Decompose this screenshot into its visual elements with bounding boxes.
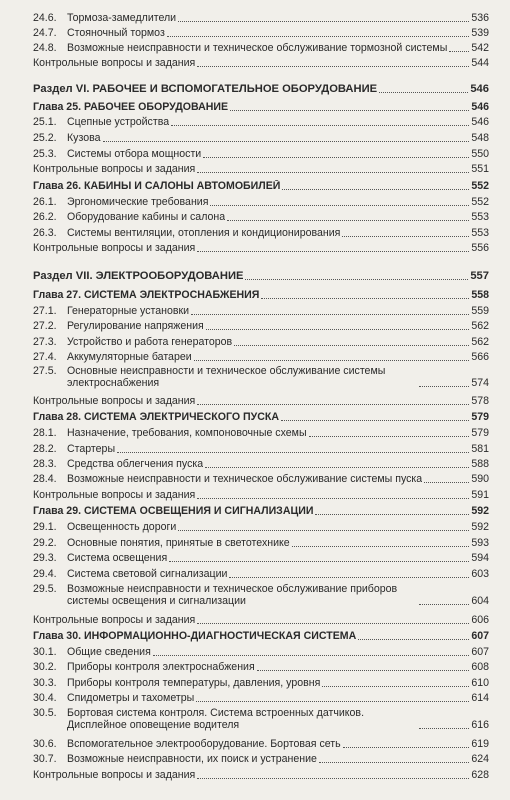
toc-entry-number: 30.4. <box>33 692 57 704</box>
dot-leader <box>191 313 469 315</box>
page-number: 551 <box>471 163 489 175</box>
toc-entry <box>33 443 489 455</box>
toc-entry <box>33 351 489 363</box>
page-number: 562 <box>471 336 489 348</box>
page-number: 566 <box>471 351 489 363</box>
page-number: 624 <box>471 753 489 765</box>
toc-entry-number: 24.8. <box>33 42 57 54</box>
dot-leader <box>206 328 470 330</box>
toc-entry <box>33 211 489 223</box>
dot-leader <box>103 140 470 142</box>
toc-entry-title: Устройство и работа генераторов <box>67 336 233 348</box>
dot-leader <box>309 435 470 437</box>
toc-entry-title: Средства облегчения пуска <box>67 458 204 470</box>
dot-leader <box>292 545 470 547</box>
toc-entry <box>33 12 489 24</box>
page-number: 592 <box>471 505 489 517</box>
dot-leader <box>229 576 469 578</box>
dot-leader <box>257 669 470 671</box>
toc-entry-number: 26.2. <box>33 211 57 223</box>
page-number: 542 <box>471 42 489 54</box>
toc-chapter <box>33 411 489 423</box>
dot-leader <box>197 65 469 67</box>
toc-chapter <box>33 101 489 113</box>
toc-entry-title: Глава 25. РАБОЧЕЕ ОБОРУДОВАНИЕ <box>33 101 229 113</box>
page-number: 559 <box>471 305 489 317</box>
toc-entry-number: 24.7. <box>33 27 57 39</box>
toc-entry <box>33 583 489 607</box>
toc-entry-title: Раздел VI. РАБОЧЕЕ И ВСПОМОГАТЕЛЬНОЕ ОБОРУДОВАНИЕ <box>33 83 378 95</box>
toc-entry-title: Основные понятия, принятые в светотехнике <box>67 537 290 549</box>
page-number: 553 <box>471 227 489 239</box>
dot-leader <box>315 513 469 515</box>
toc-entry <box>33 148 489 160</box>
toc-entry-number: 27.1. <box>33 305 57 317</box>
toc-entry-number: 25.3. <box>33 148 57 160</box>
toc-chapter <box>33 630 489 642</box>
toc-entry-number: 29.4. <box>33 568 57 580</box>
page-number: 546 <box>471 116 489 128</box>
dot-leader <box>178 529 469 531</box>
page-number: 579 <box>471 411 489 423</box>
page-number: 552 <box>471 180 489 192</box>
toc-entry-number: 28.4. <box>33 473 57 485</box>
toc-chapter <box>33 180 489 192</box>
page-number: 550 <box>471 148 489 160</box>
toc-entry-number: 30.5. <box>33 707 57 719</box>
dot-leader <box>178 20 469 22</box>
toc-entry-title: Возможные неисправности и техническое обслуживание тормозной системы <box>67 42 448 54</box>
toc-entry-title: Вспомогательное электрооборудование. Бортовая сеть <box>67 738 341 750</box>
dot-leader <box>342 235 469 237</box>
toc-chapter <box>33 505 489 517</box>
toc-entry-number: 29.5. <box>33 583 57 595</box>
dot-leader <box>230 109 469 111</box>
toc-entry <box>33 521 489 533</box>
toc-entry-number: 26.3. <box>33 227 57 239</box>
page-number: 628 <box>471 769 489 781</box>
toc-entry-number: 29.1. <box>33 521 57 533</box>
toc-entry <box>33 196 489 208</box>
page-number: 536 <box>471 12 489 24</box>
toc-entry-number: 30.1. <box>33 646 57 658</box>
toc-entry-title: Кузова <box>67 132 101 144</box>
page-number: 579 <box>471 427 489 439</box>
toc-entry <box>33 537 489 549</box>
dot-leader <box>281 419 469 421</box>
toc-entry <box>33 132 489 144</box>
toc-entry <box>33 27 489 39</box>
page-number: 606 <box>471 614 489 626</box>
page-number: 591 <box>471 489 489 501</box>
toc-entry-title: Сцепные устройства <box>67 116 170 128</box>
toc-entry-title: Основные неисправности и техническое обслуживание системы электроснабжения <box>67 365 386 389</box>
page-number: 604 <box>471 595 489 607</box>
page-number: 548 <box>471 132 489 144</box>
dot-leader <box>117 451 469 453</box>
page-number: 607 <box>471 646 489 658</box>
toc-entry-title: Глава 30. ИНФОРМАЦИОННО-ДИАГНОСТИЧЕСКАЯ СИСТЕМА <box>33 630 357 642</box>
page-number: 619 <box>471 738 489 750</box>
toc-entry-title: Глава 28. СИСТЕМА ЭЛЕКТРИЧЕСКОГО ПУСКА <box>33 411 279 423</box>
toc-entry <box>33 458 489 470</box>
page-number: 593 <box>471 537 489 549</box>
page-number: 544 <box>471 57 489 69</box>
dot-leader <box>449 50 469 52</box>
dot-leader <box>167 35 470 37</box>
dot-leader <box>245 278 468 280</box>
toc-section <box>33 270 489 282</box>
toc-entry-title: Возможные неисправности и техническое обслуживание приборов системы освещения и сигнализации <box>67 583 398 607</box>
toc-entry-title: Контрольные вопросы и задания <box>33 769 196 781</box>
toc-entry-number: 30.3. <box>33 677 57 689</box>
toc-entry-title: Оборудование кабины и салона <box>67 211 226 223</box>
toc-entry-number: 29.2. <box>33 537 57 549</box>
toc-entry <box>33 753 489 765</box>
dot-leader <box>171 124 469 126</box>
dot-leader <box>424 481 469 483</box>
toc-entry-number: 26.1. <box>33 196 57 208</box>
page-number: 610 <box>471 677 489 689</box>
dot-leader <box>343 746 470 748</box>
dot-leader <box>358 638 469 640</box>
toc-entry <box>33 661 489 673</box>
toc-entry-title: Генераторные установки <box>67 305 190 317</box>
toc-entry-number: 24.6. <box>33 12 57 24</box>
toc-entry-title: Бортовая система контроля. Система встроенных датчиков. Дисплейное оповещение водителя <box>67 707 365 731</box>
dot-leader <box>197 171 469 173</box>
dot-leader <box>282 188 469 190</box>
toc-entry-title: Возможные неисправности и техническое обслуживание системы пуска <box>67 473 423 485</box>
toc-entry-title: Стояночный тормоз <box>67 27 165 39</box>
toc-entry-title: Контрольные вопросы и задания <box>33 489 196 501</box>
toc-entry-number: 28.1. <box>33 427 57 439</box>
toc-entry-number: 28.3. <box>33 458 57 470</box>
page-number: 594 <box>471 552 489 564</box>
page-number: 546 <box>470 83 489 95</box>
toc-entry <box>33 677 489 689</box>
toc-entry-number: 29.3. <box>33 552 57 564</box>
dot-leader <box>205 466 469 468</box>
dot-leader <box>197 250 469 252</box>
toc-entry-title: Аккумуляторные батареи <box>67 351 192 363</box>
page-number: 553 <box>471 211 489 223</box>
dot-leader <box>379 91 468 93</box>
toc-entry-title: Приборы контроля электроснабжения <box>67 661 255 673</box>
page-number: 614 <box>471 692 489 704</box>
toc-entry-title: Возможные неисправности, их поиск и устранение <box>67 753 317 765</box>
toc-entry-number: 30.7. <box>33 753 57 765</box>
dot-leader <box>322 685 469 687</box>
toc-entry <box>33 365 489 389</box>
toc-section <box>33 83 489 95</box>
toc-entry <box>33 769 489 781</box>
dot-leader <box>419 727 469 729</box>
page-number: 607 <box>471 630 489 642</box>
page-number: 562 <box>471 320 489 332</box>
dot-leader <box>234 344 469 346</box>
toc-entry-title: Система световой сигнализации <box>67 568 228 580</box>
dot-leader <box>419 385 469 387</box>
dot-leader <box>197 497 469 499</box>
toc-entry-title: Системы отбора мощности <box>67 148 202 160</box>
toc-entry-title: Глава 29. СИСТЕМА ОСВЕЩЕНИЯ И СИГНАЛИЗАЦИИ <box>33 505 314 517</box>
toc-entry-title: Система освещения <box>67 552 168 564</box>
page-number: 603 <box>471 568 489 580</box>
toc-entry <box>33 489 489 501</box>
toc-entry-number: 30.6. <box>33 738 57 750</box>
toc-entry <box>33 395 489 407</box>
toc-entry-number: 27.5. <box>33 365 57 377</box>
dot-leader <box>197 622 469 624</box>
dot-leader <box>203 156 469 158</box>
toc-entry-title: Общие сведения <box>67 646 151 658</box>
toc-entry-number: 27.2. <box>33 320 57 332</box>
toc-entry-number: 28.2. <box>33 443 57 455</box>
toc-entry-title: Назначение, требования, компоновочные схемы <box>67 427 307 439</box>
dot-leader <box>319 761 469 763</box>
toc-entry-title: Контрольные вопросы и задания <box>33 614 196 626</box>
toc-entry <box>33 57 489 69</box>
dot-leader <box>197 403 469 405</box>
page-number: 581 <box>471 443 489 455</box>
page-number: 608 <box>471 661 489 673</box>
page-number: 578 <box>471 395 489 407</box>
toc-entry-number: 30.2. <box>33 661 57 673</box>
toc-entry <box>33 227 489 239</box>
toc-entry-title: Раздел VII. ЭЛЕКТРООБОРУДОВАНИЕ <box>33 270 244 282</box>
toc-entry <box>33 320 489 332</box>
dot-leader <box>194 359 470 361</box>
toc-entry <box>33 614 489 626</box>
toc-entry <box>33 42 489 54</box>
dot-leader <box>261 297 469 299</box>
toc-entry-title: Спидометры и тахометры <box>67 692 195 704</box>
toc-entry-number: 25.1. <box>33 116 57 128</box>
toc-entry <box>33 116 489 128</box>
toc-entry <box>33 646 489 658</box>
page-number: 552 <box>471 196 489 208</box>
page-number: 590 <box>471 473 489 485</box>
toc-entry <box>33 692 489 704</box>
page-number: 616 <box>471 719 489 731</box>
dot-leader <box>169 560 469 562</box>
toc-entry-title: Глава 26. КАБИНЫ И САЛОНЫ АВТОМОБИЛЕЙ <box>33 180 281 192</box>
toc-entry <box>33 473 489 485</box>
toc-entry-title: Стартеры <box>67 443 116 455</box>
toc-entry-title: Глава 27. СИСТЕМА ЭЛЕКТРОСНАБЖЕНИЯ <box>33 289 260 301</box>
toc-entry <box>33 427 489 439</box>
dot-leader <box>210 204 469 206</box>
page-number: 546 <box>471 101 489 113</box>
toc-entry-title: Контрольные вопросы и задания <box>33 242 196 254</box>
toc-entry-number: 27.4. <box>33 351 57 363</box>
toc-entry <box>33 552 489 564</box>
dot-leader <box>153 654 469 656</box>
page-number: 574 <box>471 377 489 389</box>
page-number: 592 <box>471 521 489 533</box>
toc-entry-title: Освещенность дороги <box>67 521 177 533</box>
toc-entry-title: Контрольные вопросы и задания <box>33 395 196 407</box>
dot-leader <box>197 777 469 779</box>
toc-entry <box>33 305 489 317</box>
toc-entry <box>33 336 489 348</box>
toc-entry-title: Регулирование напряжения <box>67 320 204 332</box>
toc-entry <box>33 568 489 580</box>
toc-entry-title: Системы вентиляции, отопления и кондиционирования <box>67 227 341 239</box>
toc-entry-number: 25.2. <box>33 132 57 144</box>
page-number: 588 <box>471 458 489 470</box>
toc-entry <box>33 707 489 731</box>
toc-entry-title: Контрольные вопросы и задания <box>33 163 196 175</box>
page-number: 557 <box>470 270 489 282</box>
toc-entry-title: Эргономические требования <box>67 196 209 208</box>
toc-chapter <box>33 289 489 301</box>
toc-entry-title: Контрольные вопросы и задания <box>33 57 196 69</box>
dot-leader <box>227 219 469 221</box>
toc-entry <box>33 242 489 254</box>
dot-leader <box>196 700 469 702</box>
page-number: 556 <box>471 242 489 254</box>
page-number: 558 <box>471 289 489 301</box>
toc-entry <box>33 163 489 175</box>
dot-leader <box>419 603 469 605</box>
toc-entry-title: Тормоза-замедлители <box>67 12 177 24</box>
toc-entry-title: Приборы контроля температуры, давления, уровня <box>67 677 321 689</box>
toc-entry <box>33 738 489 750</box>
page-number: 539 <box>471 27 489 39</box>
toc-entry-number: 27.3. <box>33 336 57 348</box>
